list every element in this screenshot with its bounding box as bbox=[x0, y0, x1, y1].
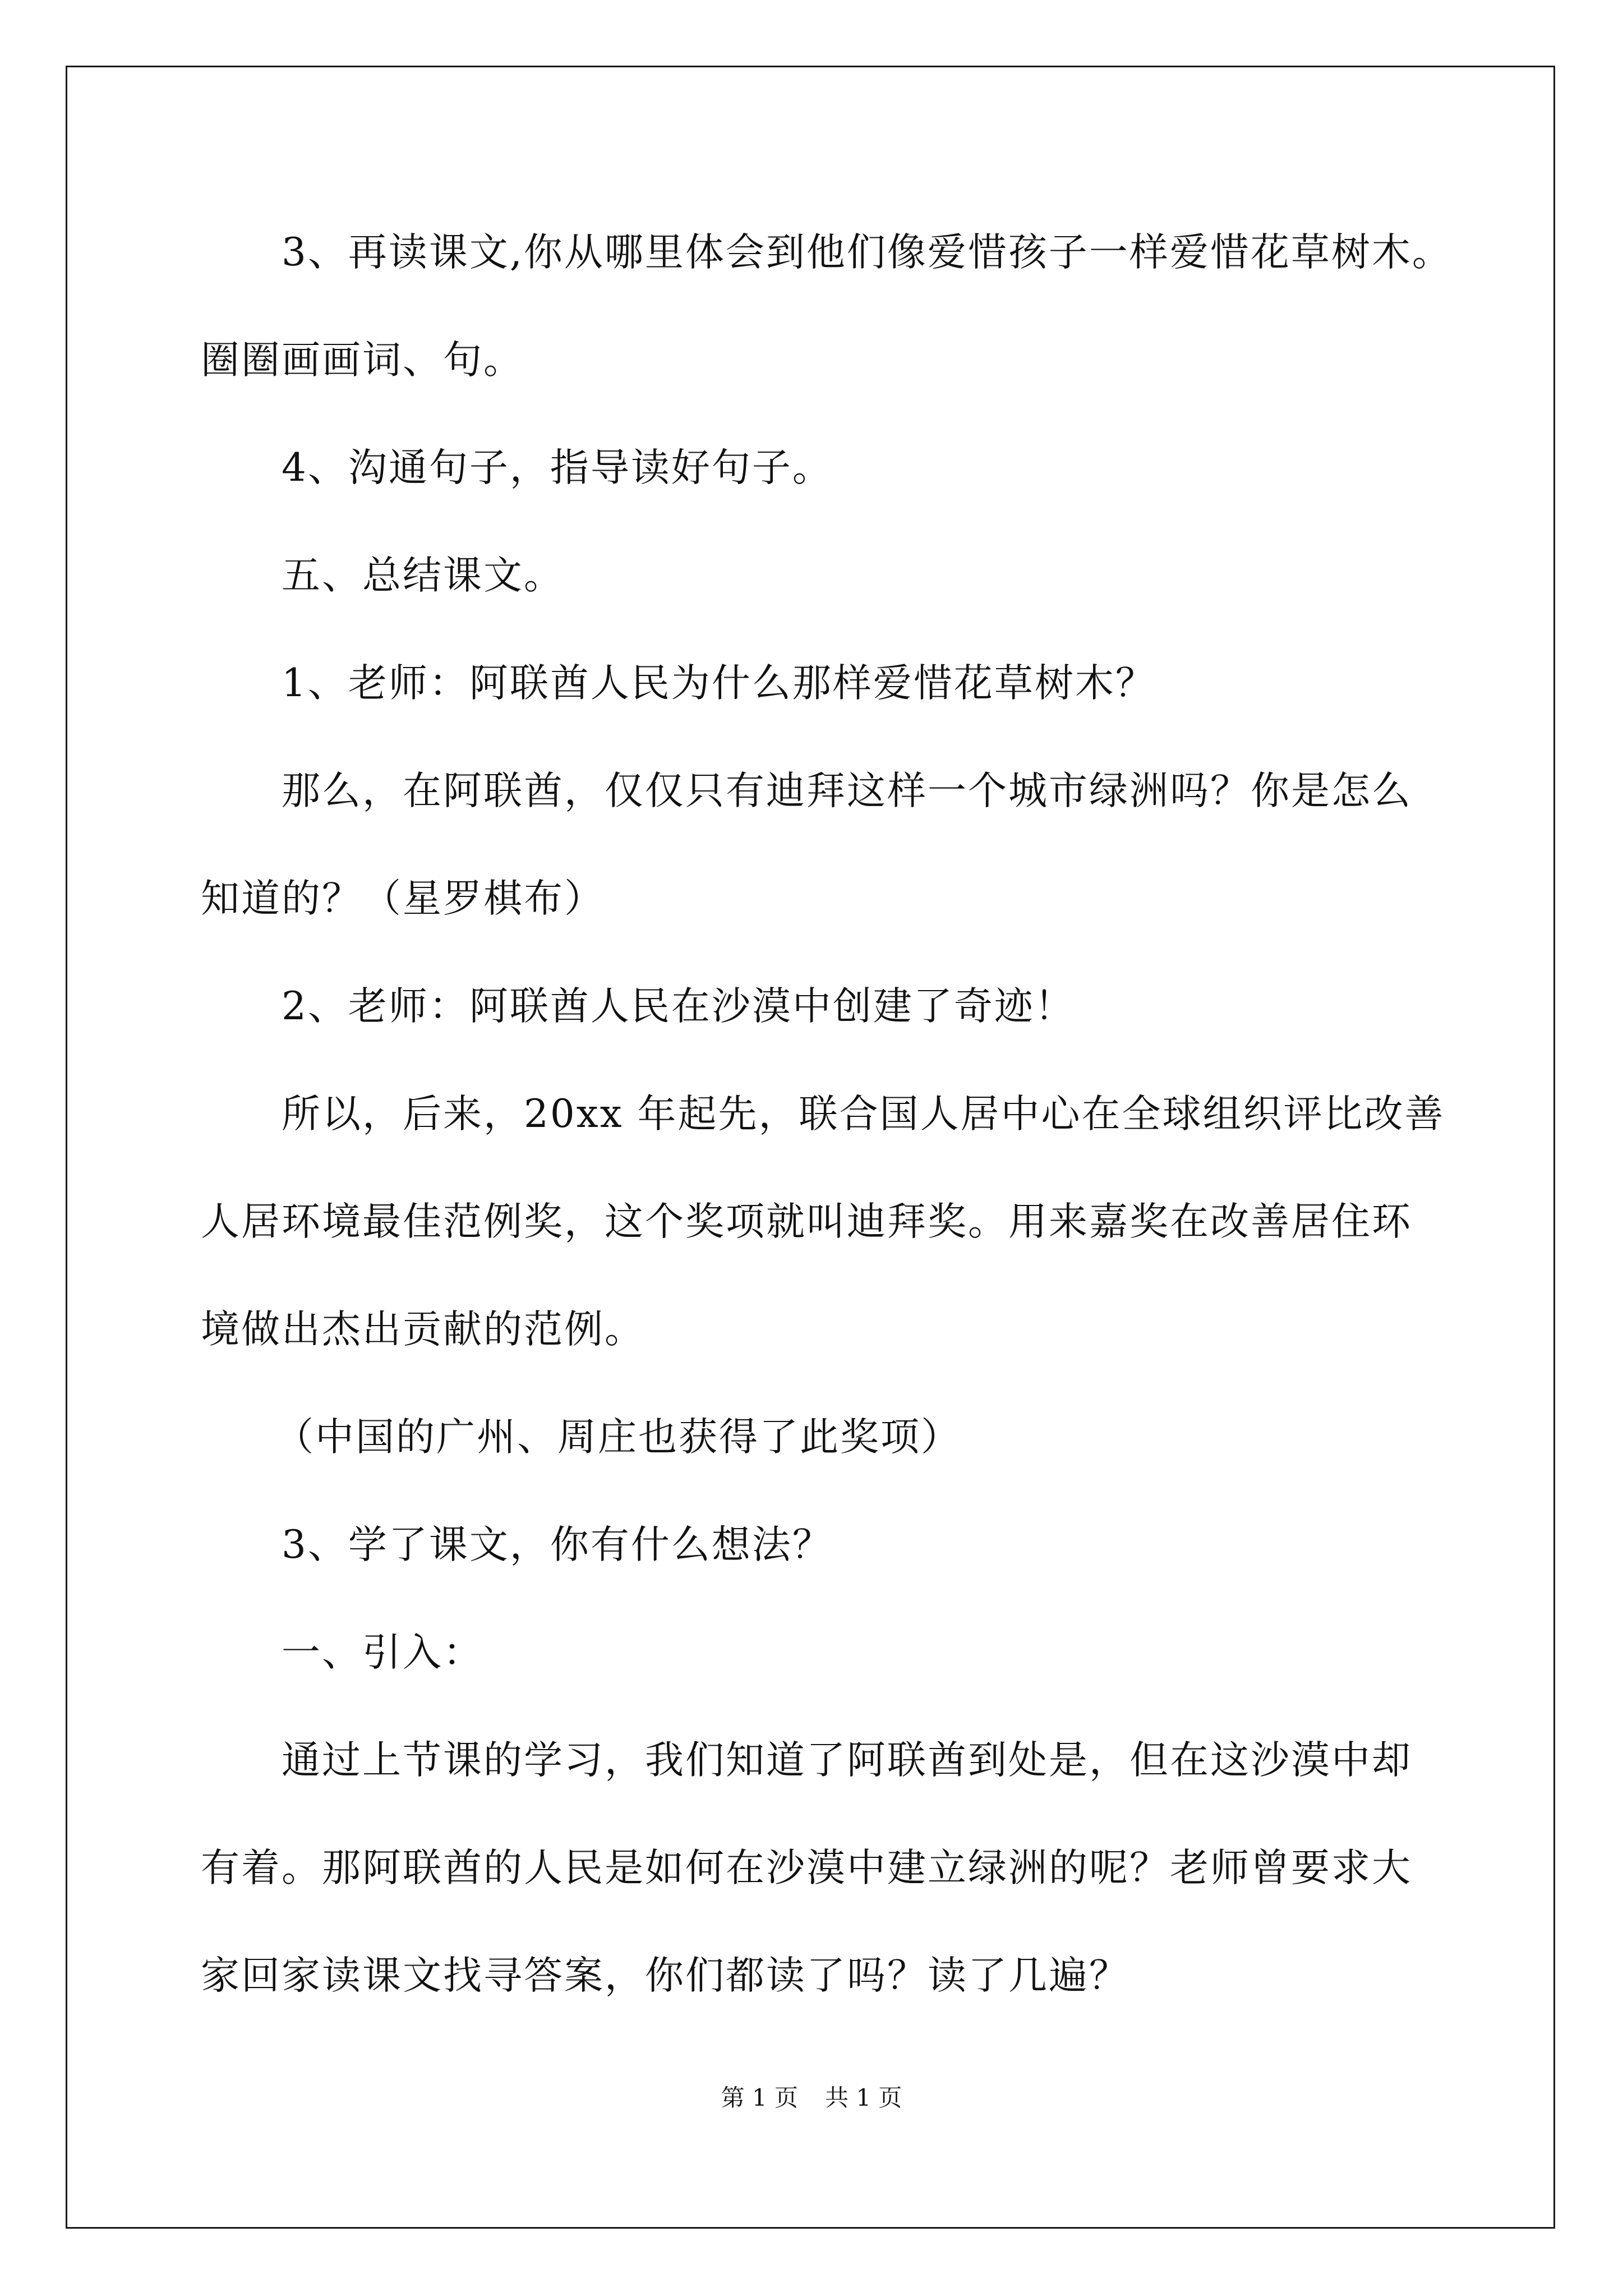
section-heading: 五、总结课文。 bbox=[282, 553, 564, 598]
paragraph-line: 2、老师：阿联酋人民在沙漠中创建了奇迹！ bbox=[282, 984, 1075, 1029]
paragraph-line: 境做出杰出贡献的范例。 bbox=[201, 1307, 645, 1352]
page-border bbox=[66, 66, 1555, 2229]
paragraph-line: 圈圈画画词、句。 bbox=[201, 338, 524, 383]
paragraph-line: 有着。那阿联酋的人民是如何在沙漠中建立绿洲的呢？老师曾要求大 bbox=[201, 1846, 1412, 1890]
paragraph-line: 3、再读课文,你从哪里体会到他们像爱惜孩子一样爱惜花草树木。 bbox=[282, 230, 1453, 275]
section-heading: 一、引入： bbox=[282, 1630, 483, 1675]
paragraph-line: 通过上节课的学习，我们知道了阿联酋到处是，但在这沙漠中却 bbox=[282, 1738, 1412, 1783]
paragraph-line: 家回家读课文找寻答案，你们都读了吗？读了几遍？ bbox=[201, 1953, 1129, 1998]
paragraph-line: （中国的广州、周庄也获得了此奖项） bbox=[275, 1415, 961, 1460]
paragraph-line: 人居环境最佳范例奖，这个奖项就叫迪拜奖。用来嘉奖在改善居住环 bbox=[201, 1199, 1412, 1244]
paragraph-line: 4、沟通句子，指导读好句子。 bbox=[282, 445, 833, 490]
page-total: 共 1 页 bbox=[825, 2084, 902, 2111]
paragraph-line: 那么，在阿联酋，仅仅只有迪拜这样一个城市绿洲吗？你是怎么 bbox=[282, 769, 1412, 813]
paragraph-line: 知道的？（星罗棋布） bbox=[201, 876, 605, 921]
paragraph-line: 1、老师：阿联酋人民为什么那样爱惜花草树木？ bbox=[282, 661, 1156, 706]
page-number: 第 1 页 bbox=[721, 2084, 798, 2111]
paragraph-line: 所以，后来，20xx 年起先，联合国人居中心在全球组织评比改善 bbox=[282, 1092, 1445, 1137]
paragraph-line: 3、学了课文，你有什么想法？ bbox=[282, 1522, 833, 1567]
page-footer bbox=[0, 2082, 1623, 2114]
